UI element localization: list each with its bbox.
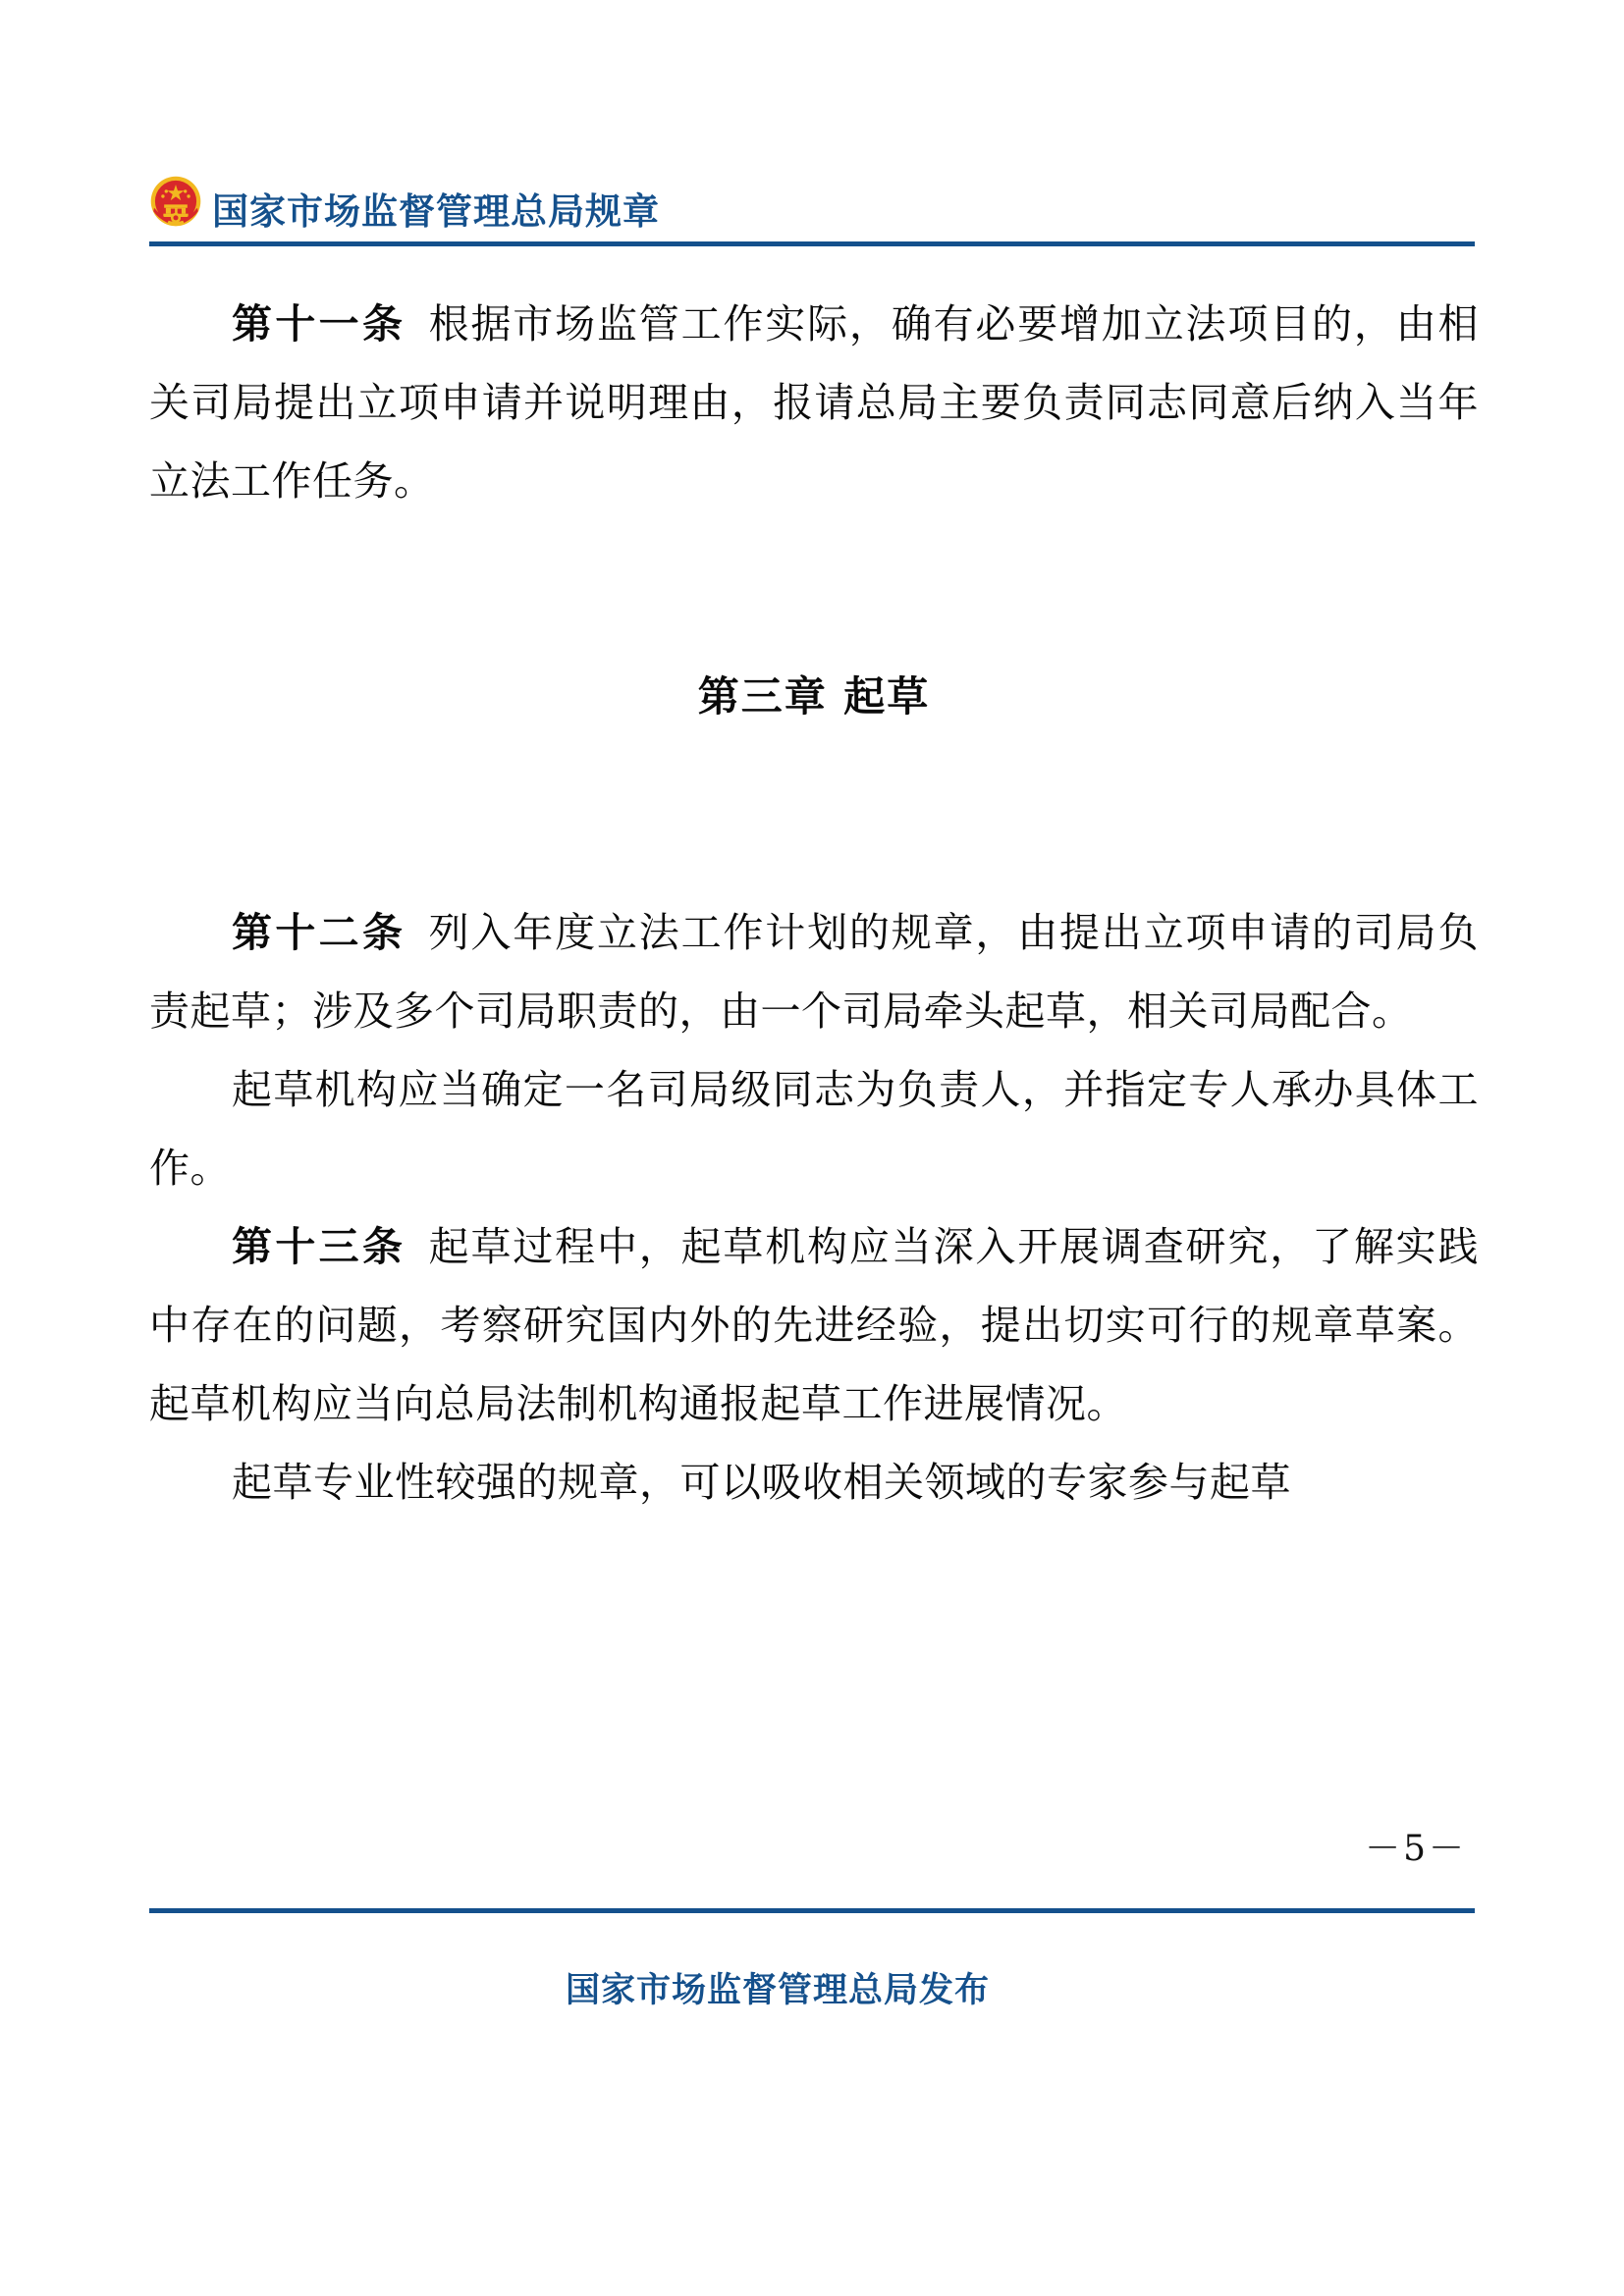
header-divider <box>149 241 1475 246</box>
spacer <box>149 726 1479 893</box>
article-paragraph <box>149 893 1479 1050</box>
article-number: 第十二条 <box>232 909 406 956</box>
article-paragraph <box>149 1050 1479 1207</box>
national-emblem-icon <box>149 175 202 228</box>
article-paragraph <box>149 1207 1479 1443</box>
document-body <box>149 285 1479 1522</box>
article-paragraph <box>149 285 1479 520</box>
article-number: 第十一条 <box>232 300 406 347</box>
article-number: 第十三条 <box>232 1223 406 1270</box>
article-text: 根据市场监管工作实际，确有必要增加立法项目的，由相关司局提出立项申请并说明理由，报请总局主要负责同志同意后纳入当年立法工作任务。 <box>149 300 1479 505</box>
article-text: 起草机构应当确定一名司局级同志为负责人，并指定专人承办具体工作。 <box>149 1066 1479 1192</box>
page-header <box>149 169 1475 233</box>
article-text: 起草专业性较强的规章，可以吸收相关领域的专家参与起草 <box>232 1459 1291 1506</box>
header-title: 国家市场监督管理总局规章 <box>212 189 660 233</box>
article-text: 列入年度立法工作计划的规章，由提出立项申请的司局负责起草；涉及多个司局职责的，由一个司局牵头起草，相关司局配合。 <box>149 909 1479 1035</box>
chapter-heading: 第三章 起草 <box>697 672 931 721</box>
footer-divider <box>149 1908 1475 1913</box>
article-text: 起草过程中，起草机构应当深入开展调查研究，了解实践中存在的问题，考察研究国内外的先进经验，提出切实可行的规章草案。起草机构应当向总局法制机构通报起草工作进展情况。 <box>149 1223 1479 1427</box>
article-paragraph <box>149 1443 1479 1522</box>
page-number: －5－ <box>1365 1829 1467 1869</box>
spacer <box>149 520 1479 667</box>
page-footer <box>149 1963 1475 2012</box>
footer-publisher: 国家市场监督管理总局发布 <box>565 1970 990 2010</box>
